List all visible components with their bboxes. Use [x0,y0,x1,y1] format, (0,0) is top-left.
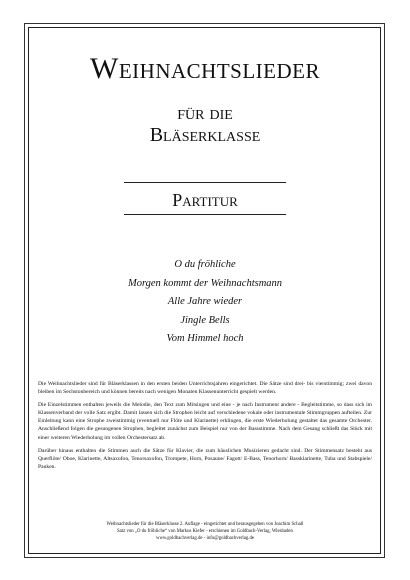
cover-subtitle-line2: Bläserklasse [149,124,261,146]
description [38,380,372,476]
divider-top [124,182,286,183]
description-paragraph: Die Einzelstimmen enthalten jeweils die Melodie, den Text zum Mitsingen und eine - je nach Instrument andere - Begleitstimme, so dass sich im Klassenverband der volle Satz ergibt. Damit lassen sich die Strophen leicht auf verschiedene vokale oder instrumentale Stimmgruppen aufteilen. Zur Einleitung kann eine Strophe zweistimmig (eventuell nur Flöte und Klarinette) erklingen, die erste Wiederholung gestaltet das gesamte Orchester. Anschließend folgen die gesungenen Strophen, begleitet zunächst zum Beispiel nur von der Bassstimme. Nach dem Gesang schließt das Stück mit einer weiteren Wiederholung im vollen Orchestersatz ab. [38,402,372,441]
song-title: Alle Jahre wieder [167,296,243,307]
description-paragraph: Darüber hinaus enthalten die Stimmen auch die Sätze für Klavier, die zum häuslichen Musizieren gedacht sind. Der Stimmensatz besteht aus Querflöte/ Oboe, Klarinette, Altsaxofon, Tenorsaxofon, Trompete, Horn, Posaune/ Fagott/ E-Bass, Tenorhorn/ Bassklarinette, Tuba und Stabspiele/ Pauken. [38,447,372,470]
song-title: O du fröhliche [174,259,236,270]
footer-line: Satz von „O du fröhliche“ von Markus Kiefer - erschienen im Goldbach-Verlag, Wiesbaden [117,529,293,535]
song-list [0,256,410,349]
footer-line: Weihnachtslieder für die Bläserklasse 2. Auflage - eingerichtet und herausgegeben von Joachim Schall [106,522,304,527]
divider-bottom [124,214,286,215]
publisher-footer [0,521,410,543]
description-paragraph: Die Weihnachtslieder sind für Bläserklassen in den ersten beiden Unterrichtsjahren eingerichtet. Die Sätze sind drei- bis vierstimmig; zwei davon bleiben im Sechstonbereich und können bereits nach wenigen Monaten Klassenunterricht gespielt werden. [38,381,372,396]
song-title: Jingle Bells [180,314,230,326]
edition-label: Partitur [172,190,238,210]
footer-line: www.goldbachverlag.de - info@goldbachverlag.de [155,536,254,542]
song-title: Vom Himmel hoch [166,333,244,344]
cover-subtitle-line1: für die [177,102,233,124]
cover-title: Weihnachtslieder [90,52,320,85]
song-title: Morgen kommt der Weihnachtsmann [127,277,283,289]
